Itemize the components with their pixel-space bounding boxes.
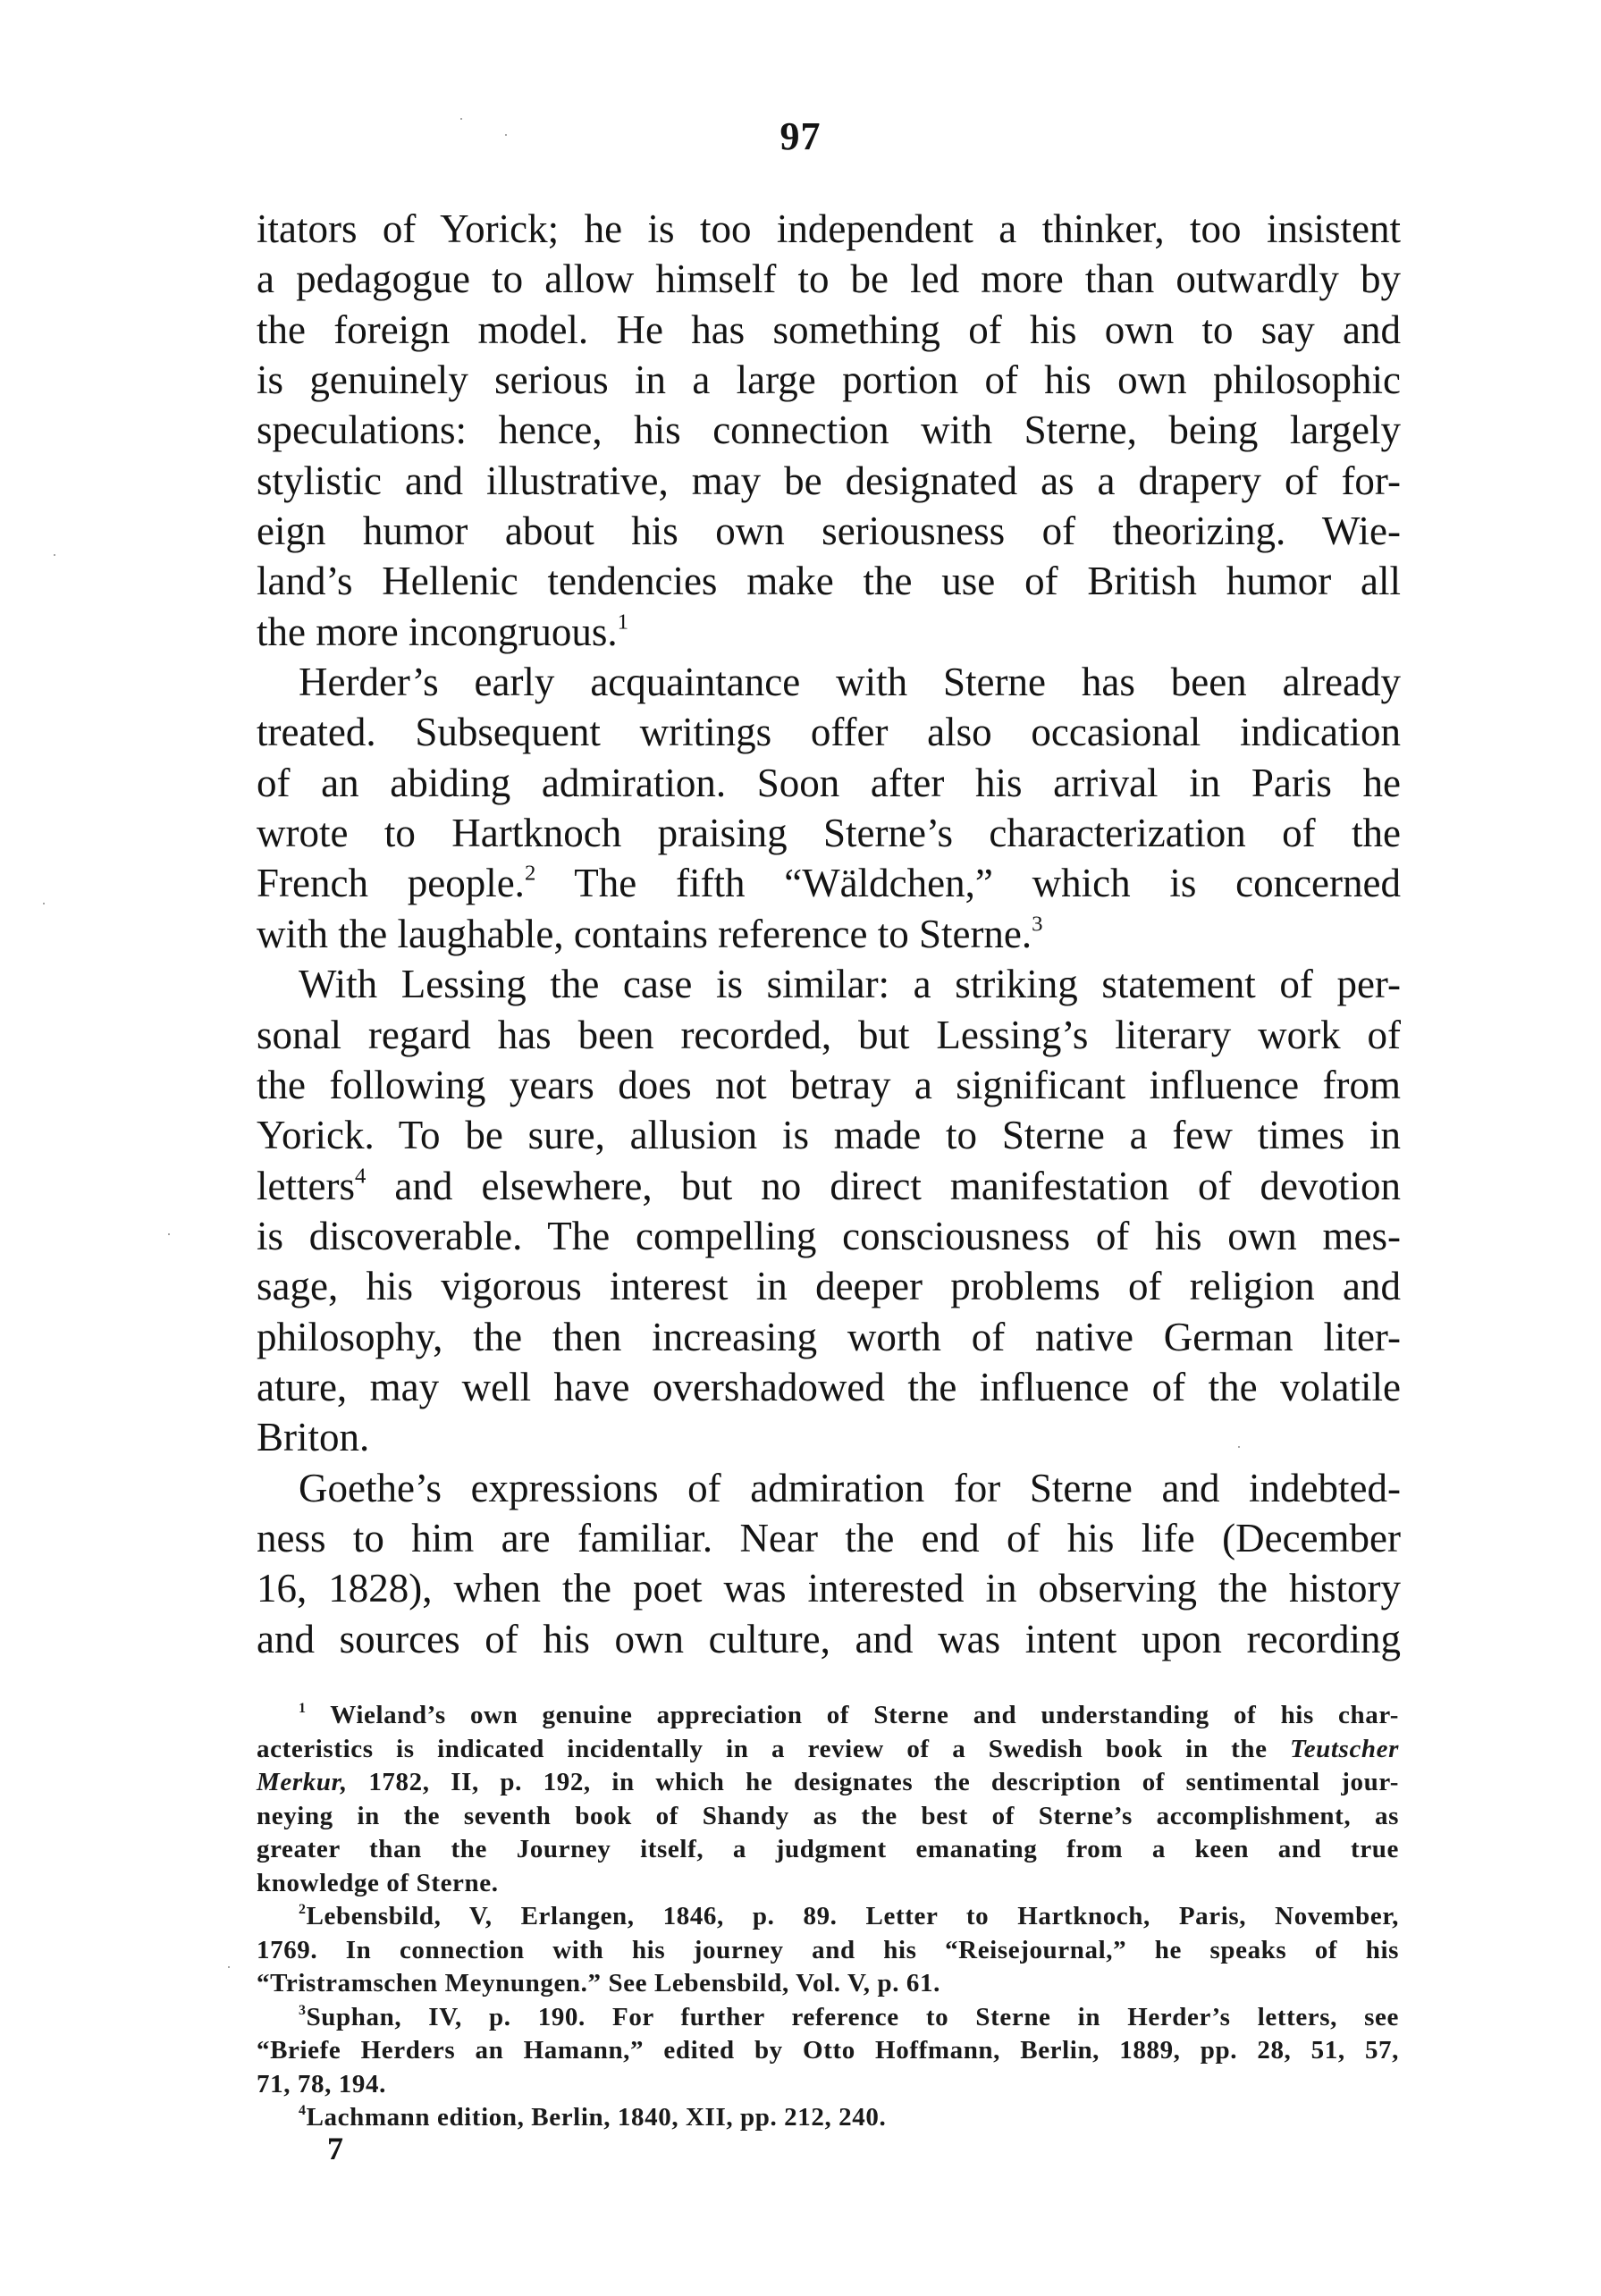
footnote-line [257, 1833, 1399, 1867]
scan-speck [43, 903, 45, 904]
footnote-ref-3[interactable]: 3 [1032, 912, 1043, 937]
footnote-marker-3: 3 [299, 2002, 307, 2018]
footnote-4 [257, 2101, 1399, 2135]
scan-speck [54, 554, 55, 556]
line-text: eign humor about his own seriousness of theorizing. Wie- [257, 509, 1401, 554]
line-text: letters [257, 1163, 355, 1208]
body-line [257, 1614, 1401, 1664]
line-text: land’s Hellenic tendencies make the use of British humor all [257, 559, 1401, 604]
line-text: the following years does not betray a significant influence from [257, 1062, 1401, 1107]
footnote-line [257, 1967, 1399, 2001]
body-line [257, 607, 1401, 657]
page-number: 97 [779, 114, 822, 158]
line-text: philosophy, the then increasing worth of native German liter- [257, 1314, 1401, 1359]
footnote-text: greater than the Journey itself, a judgment emanating from a keen and true [257, 1835, 1399, 1863]
line-text: With Lessing the case is similar: a striking statement of per- [299, 962, 1401, 1007]
body-line [257, 1010, 1401, 1060]
scan-speck [505, 134, 507, 136]
body-line [257, 707, 1401, 757]
footnote-line [257, 2034, 1399, 2068]
footnote-marker-4: 4 [299, 2103, 307, 2119]
footnote-text: neying in the seventh book of Shandy as the best of Sterne’s accomplishment, as [257, 1801, 1399, 1830]
footnote-text: 1782, II, p. 192, in which he designates the description of sentimental jour- [347, 1768, 1399, 1796]
line-text: ness to him are familiar. Near the end of his life (December [257, 1515, 1401, 1560]
line-text: sonal regard has been recorded, but Lessing’s literary work of [257, 1012, 1401, 1057]
body-line [257, 909, 1401, 959]
footnote-marker-1: 1 [299, 1701, 307, 1717]
footnote-line [257, 1800, 1399, 1834]
line-text: sage, his vigorous interest in deeper problems of religion and [257, 1264, 1401, 1309]
body-line [257, 657, 1401, 707]
footnote-text: Suphan, IV, p. 190. For further reference to Sterne in Herder’s letters, see [306, 2002, 1399, 2031]
line-text: Briton. [257, 1415, 370, 1460]
line-text: of an abiding admiration. Soon after his arrival in Paris he [257, 760, 1401, 805]
footnote-ref-4[interactable]: 4 [354, 1163, 367, 1188]
body-line [257, 1060, 1401, 1110]
footnote-text: Lebensbild, V, Erlangen, 1846, p. 89. Letter to Hartknoch, Paris, November, [306, 1902, 1399, 1930]
footnote-2 [257, 1900, 1399, 1934]
footnote-ref-2[interactable]: 2 [524, 861, 536, 886]
scan-speck [228, 1966, 230, 1968]
footnote-text: “Briefe Herders an Hamann,” edited by Otto Hoffmann, Berlin, 1889, pp. 28, 51, 57, [257, 2036, 1399, 2065]
footnote-text: “Tristramschen Meynungen.” See Lebensbild, Vol. V, p. 61. [257, 1969, 940, 1997]
body-line [257, 1463, 1401, 1513]
footnote-line [257, 1733, 1399, 1767]
line-text: the more incongruous. [257, 609, 618, 654]
line-text: wrote to Hartknoch praising Sterne’s characterization of the [257, 811, 1401, 856]
signature-mark: 7 [327, 2131, 343, 2166]
footnote-text: Wieland’s own genuine appreciation of Sterne and understanding of his char- [306, 1701, 1399, 1729]
line-text: the foreign model. He has something of his own to say and [257, 307, 1401, 352]
footnote-text: acteristics is indicated incidentally in a review of a Swedish book in the [257, 1734, 1291, 1763]
body-line [257, 1513, 1401, 1563]
line-text: The fifth “Wäldchen,” which is concerned [535, 861, 1401, 906]
line-text: French people. [257, 861, 525, 906]
body-line [257, 1412, 1401, 1462]
line-text: Goethe’s expressions of admiration for Sterne and indebted- [299, 1465, 1401, 1510]
line-text: is discoverable. The compelling consciousness of his own mes- [257, 1213, 1401, 1258]
footnote-line [257, 1934, 1399, 1968]
line-text: treated. Subsequent writings offer also occasional indication [257, 710, 1401, 755]
body-line [257, 1312, 1401, 1362]
line-text: and elsewhere, but no direct manifestation of devotion [366, 1163, 1401, 1208]
line-text: stylistic and illustrative, may be designated as a drapery of for- [257, 458, 1401, 503]
footnote-text: 71, 78, 194. [257, 2069, 386, 2098]
footnote-line [257, 2068, 1399, 2102]
footnote-text: knowledge of Sterne. [257, 1868, 499, 1897]
footnote-line [257, 1766, 1399, 1800]
footnote-1 [257, 1699, 1399, 1733]
body-line [257, 204, 1401, 254]
line-text: ature, may well have overshadowed the influence of the volatile [257, 1364, 1401, 1409]
line-text: speculations: hence, his connection with Sterne, being largely [257, 408, 1401, 453]
footnote-text: 1769. In connection with his journey and his “Reisejournal,” he speaks of his [257, 1935, 1399, 1964]
body-line [257, 1261, 1401, 1311]
line-text: Herder’s early acquaintance with Sterne has been already [299, 660, 1401, 705]
body-line [257, 858, 1401, 908]
body-line [257, 1211, 1401, 1261]
footnote-text: Lachmann edition, Berlin, 1840, XII, pp. 212, 240. [306, 2103, 887, 2132]
body-line [257, 405, 1401, 455]
body-line [257, 1161, 1401, 1211]
body-line [257, 556, 1401, 606]
line-text: a pedagogue to allow himself to be led more than outwardly by [257, 257, 1401, 302]
line-text: and sources of his own culture, and was intent upon recording [257, 1616, 1401, 1661]
footnote-italic-title: Teutscher [1290, 1734, 1399, 1763]
body-line [257, 355, 1401, 405]
body-line [257, 758, 1401, 808]
scan-speck [460, 118, 462, 120]
body-line [257, 305, 1401, 355]
footnotes [257, 1699, 1399, 2135]
body-line [257, 506, 1401, 556]
footnote-ref-1[interactable]: 1 [617, 610, 629, 635]
body-line [257, 808, 1401, 858]
scan-speck [168, 1233, 170, 1235]
line-text: with the laughable, contains reference to Sterne. [257, 911, 1032, 956]
body-line [257, 1362, 1401, 1412]
line-text: 16, 1828), when the poet was interested in observing the history [257, 1566, 1401, 1611]
body-line [257, 1563, 1401, 1613]
footnote-line [257, 1867, 1399, 1901]
body-line [257, 254, 1401, 304]
footnote-italic-title: Merkur, [257, 1768, 348, 1796]
line-text: Yorick. To be sure, allusion is made to Sterne a few times in [257, 1113, 1401, 1158]
footnote-marker-2: 2 [299, 1902, 307, 1918]
body-line [257, 959, 1401, 1009]
footnote-3 [257, 2001, 1399, 2035]
body-line [257, 456, 1401, 506]
line-text: itators of Yorick; he is too independent a thinker, too insistent [257, 206, 1401, 251]
line-text: is genuinely serious in a large portion of his own philosophic [257, 357, 1401, 403]
body-line [257, 1110, 1401, 1160]
scan-speck [1238, 1446, 1240, 1448]
body-text [257, 204, 1401, 1664]
